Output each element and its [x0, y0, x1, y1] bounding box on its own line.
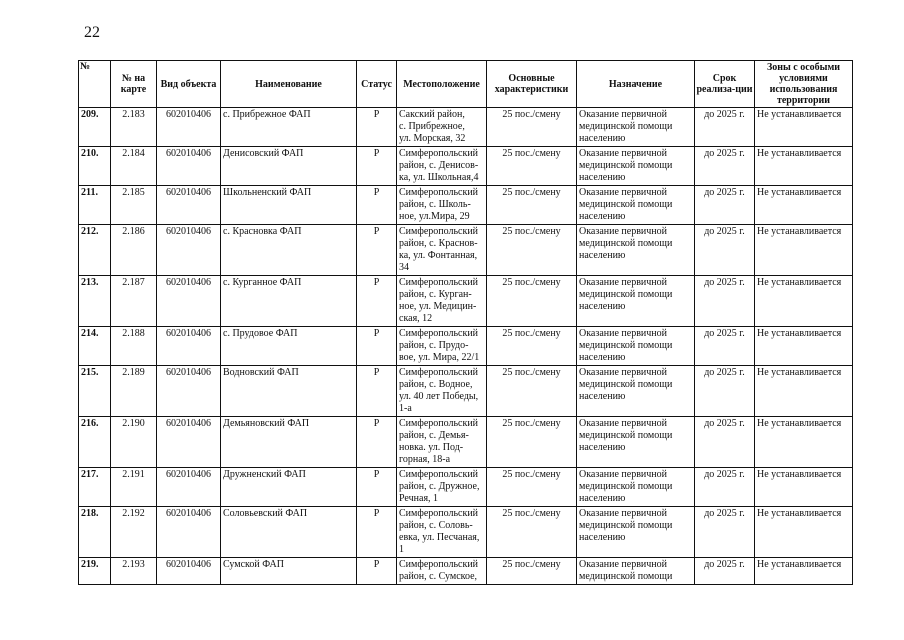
map-number-cell: 2.192 — [111, 507, 157, 558]
term-cell: до 2025 г. — [695, 225, 755, 276]
term-cell: до 2025 г. — [695, 366, 755, 417]
location-cell: Симферопольский район, с. Демья- новка. ул. Под- горная, 18-а — [397, 417, 487, 468]
characteristics-cell: 25 пос./смену — [487, 507, 577, 558]
table-row — [79, 276, 853, 327]
term-cell: до 2025 г. — [695, 147, 755, 186]
term-cell: до 2025 г. — [695, 417, 755, 468]
term-cell: до 2025 г. — [695, 327, 755, 366]
characteristics-cell: 25 пос./смену — [487, 186, 577, 225]
map-number-cell: 2.186 — [111, 225, 157, 276]
status-code-cell: Р — [357, 366, 397, 417]
object-type-code-cell: 602010406 — [157, 327, 221, 366]
purpose-cell: Оказание первичной медицинской помощи населению — [577, 366, 695, 417]
zones-cell: Не устанавливается — [755, 327, 853, 366]
facility-name-cell: с. Курганное ФАП — [221, 276, 357, 327]
object-type-code-cell: 602010406 — [157, 108, 221, 147]
facility-name-cell: с. Прудовое ФАП — [221, 327, 357, 366]
facilities-table — [78, 60, 853, 585]
map-number-cell: 2.187 — [111, 276, 157, 327]
object-type-code-cell: 602010406 — [157, 147, 221, 186]
location-cell: Симферопольский район, с. Сумское, — [397, 558, 487, 585]
characteristics-cell: 25 пос./смену — [487, 468, 577, 507]
row-number-cell: 217. — [79, 468, 111, 507]
row-number-cell: 218. — [79, 507, 111, 558]
header-name: Наименование — [221, 61, 357, 108]
row-number-cell: 216. — [79, 417, 111, 468]
table-row — [79, 507, 853, 558]
location-cell: Симферопольский район, с. Курган- ное, ул. Медицин- ская, 12 — [397, 276, 487, 327]
zones-cell: Не устанавливается — [755, 417, 853, 468]
status-code-cell: Р — [357, 327, 397, 366]
facility-name-cell: с. Прибрежное ФАП — [221, 108, 357, 147]
term-cell: до 2025 г. — [695, 276, 755, 327]
characteristics-cell: 25 пос./смену — [487, 225, 577, 276]
table-row — [79, 468, 853, 507]
row-number-cell: 209. — [79, 108, 111, 147]
purpose-cell: Оказание первичной медицинской помощи — [577, 558, 695, 585]
table-row — [79, 417, 853, 468]
status-code-cell: Р — [357, 276, 397, 327]
status-code-cell: Р — [357, 186, 397, 225]
object-type-code-cell: 602010406 — [157, 468, 221, 507]
location-cell: Сакский район, с. Прибрежное, ул. Морская, 32 — [397, 108, 487, 147]
zones-cell: Не устанавливается — [755, 186, 853, 225]
header-map-no: № на карте — [111, 61, 157, 108]
location-cell: Симферопольский район, с. Краснов- ка, ул. Фонтанная, 34 — [397, 225, 487, 276]
purpose-cell: Оказание первичной медицинской помощи населению — [577, 417, 695, 468]
location-cell: Симферопольский район, с. Водное, ул. 40 лет Победы, 1-а — [397, 366, 487, 417]
purpose-cell: Оказание первичной медицинской помощи населению — [577, 327, 695, 366]
header-term: Срок реализа-ции — [695, 61, 755, 108]
row-number-cell: 219. — [79, 558, 111, 585]
map-number-cell: 2.189 — [111, 366, 157, 417]
term-cell: до 2025 г. — [695, 108, 755, 147]
characteristics-cell: 25 пос./смену — [487, 276, 577, 327]
status-code-cell: Р — [357, 225, 397, 276]
table-row — [79, 186, 853, 225]
purpose-cell: Оказание первичной медицинской помощи населению — [577, 276, 695, 327]
location-cell: Симферопольский район, с. Дружное, Речная, 1 — [397, 468, 487, 507]
location-cell: Симферопольский район, с. Денисов- ка, ул. Школьная,4 — [397, 147, 487, 186]
facility-name-cell: Демьяновский ФАП — [221, 417, 357, 468]
header-object-type: Вид объекта — [157, 61, 221, 108]
table-row — [79, 225, 853, 276]
page-number: 22 — [84, 24, 100, 41]
facility-name-cell: Денисовский ФАП — [221, 147, 357, 186]
row-number-cell: 213. — [79, 276, 111, 327]
object-type-code-cell: 602010406 — [157, 186, 221, 225]
table-row — [79, 366, 853, 417]
header-status: Статус — [357, 61, 397, 108]
table-row — [79, 327, 853, 366]
purpose-cell: Оказание первичной медицинской помощи населению — [577, 108, 695, 147]
object-type-code-cell: 602010406 — [157, 417, 221, 468]
facility-name-cell: Соловьевский ФАП — [221, 507, 357, 558]
facility-name-cell: Дружненский ФАП — [221, 468, 357, 507]
term-cell: до 2025 г. — [695, 186, 755, 225]
row-number-cell: 211. — [79, 186, 111, 225]
object-type-code-cell: 602010406 — [157, 225, 221, 276]
location-cell: Симферопольский район, с. Соловь- евка, ул. Песчаная, 1 — [397, 507, 487, 558]
row-number-cell: 210. — [79, 147, 111, 186]
map-number-cell: 2.188 — [111, 327, 157, 366]
map-number-cell: 2.193 — [111, 558, 157, 585]
map-number-cell: 2.185 — [111, 186, 157, 225]
header-zones: Зоны с особыми условиями использования территории — [755, 61, 853, 108]
purpose-cell: Оказание первичной медицинской помощи населению — [577, 225, 695, 276]
purpose-cell: Оказание первичной медицинской помощи населению — [577, 507, 695, 558]
zones-cell: Не устанавливается — [755, 468, 853, 507]
zones-cell: Не устанавливается — [755, 276, 853, 327]
status-code-cell: Р — [357, 507, 397, 558]
facility-name-cell: Водновский ФАП — [221, 366, 357, 417]
purpose-cell: Оказание первичной медицинской помощи населению — [577, 186, 695, 225]
characteristics-cell: 25 пос./смену — [487, 108, 577, 147]
status-code-cell: Р — [357, 468, 397, 507]
term-cell: до 2025 г. — [695, 558, 755, 585]
term-cell: до 2025 г. — [695, 468, 755, 507]
zones-cell: Не устанавливается — [755, 108, 853, 147]
zones-cell: Не устанавливается — [755, 507, 853, 558]
facility-name-cell: Школьненский ФАП — [221, 186, 357, 225]
table-row — [79, 558, 853, 585]
object-type-code-cell: 602010406 — [157, 558, 221, 585]
zones-cell: Не устанавливается — [755, 366, 853, 417]
header-location: Местоположение — [397, 61, 487, 108]
status-code-cell: Р — [357, 558, 397, 585]
table-body — [79, 108, 853, 585]
purpose-cell: Оказание первичной медицинской помощи населению — [577, 147, 695, 186]
characteristics-cell: 25 пос./смену — [487, 558, 577, 585]
object-type-code-cell: 602010406 — [157, 507, 221, 558]
zones-cell: Не устанавливается — [755, 225, 853, 276]
location-cell: Симферопольский район, с. Школь- ное, ул.Мира, 29 — [397, 186, 487, 225]
characteristics-cell: 25 пос./смену — [487, 147, 577, 186]
facility-name-cell: Сумской ФАП — [221, 558, 357, 585]
row-number-cell: 212. — [79, 225, 111, 276]
header-row — [79, 61, 853, 108]
header-characteristics: Основные характеристики — [487, 61, 577, 108]
row-number-cell: 214. — [79, 327, 111, 366]
map-number-cell: 2.191 — [111, 468, 157, 507]
map-number-cell: 2.183 — [111, 108, 157, 147]
status-code-cell: Р — [357, 147, 397, 186]
table-row — [79, 108, 853, 147]
status-code-cell: Р — [357, 417, 397, 468]
term-cell: до 2025 г. — [695, 507, 755, 558]
purpose-cell: Оказание первичной медицинской помощи населению — [577, 468, 695, 507]
characteristics-cell: 25 пос./смену — [487, 417, 577, 468]
zones-cell: Не устанавливается — [755, 558, 853, 585]
row-number-cell: 215. — [79, 366, 111, 417]
facility-name-cell: с. Красновка ФАП — [221, 225, 357, 276]
characteristics-cell: 25 пос./смену — [487, 366, 577, 417]
header-no: № — [79, 61, 111, 108]
map-number-cell: 2.190 — [111, 417, 157, 468]
status-code-cell: Р — [357, 108, 397, 147]
characteristics-cell: 25 пос./смену — [487, 327, 577, 366]
header-purpose: Назначение — [577, 61, 695, 108]
map-number-cell: 2.184 — [111, 147, 157, 186]
location-cell: Симферопольский район, с. Прудо- вое, ул. Мира, 22/1 — [397, 327, 487, 366]
object-type-code-cell: 602010406 — [157, 276, 221, 327]
zones-cell: Не устанавливается — [755, 147, 853, 186]
table-row — [79, 147, 853, 186]
object-type-code-cell: 602010406 — [157, 366, 221, 417]
